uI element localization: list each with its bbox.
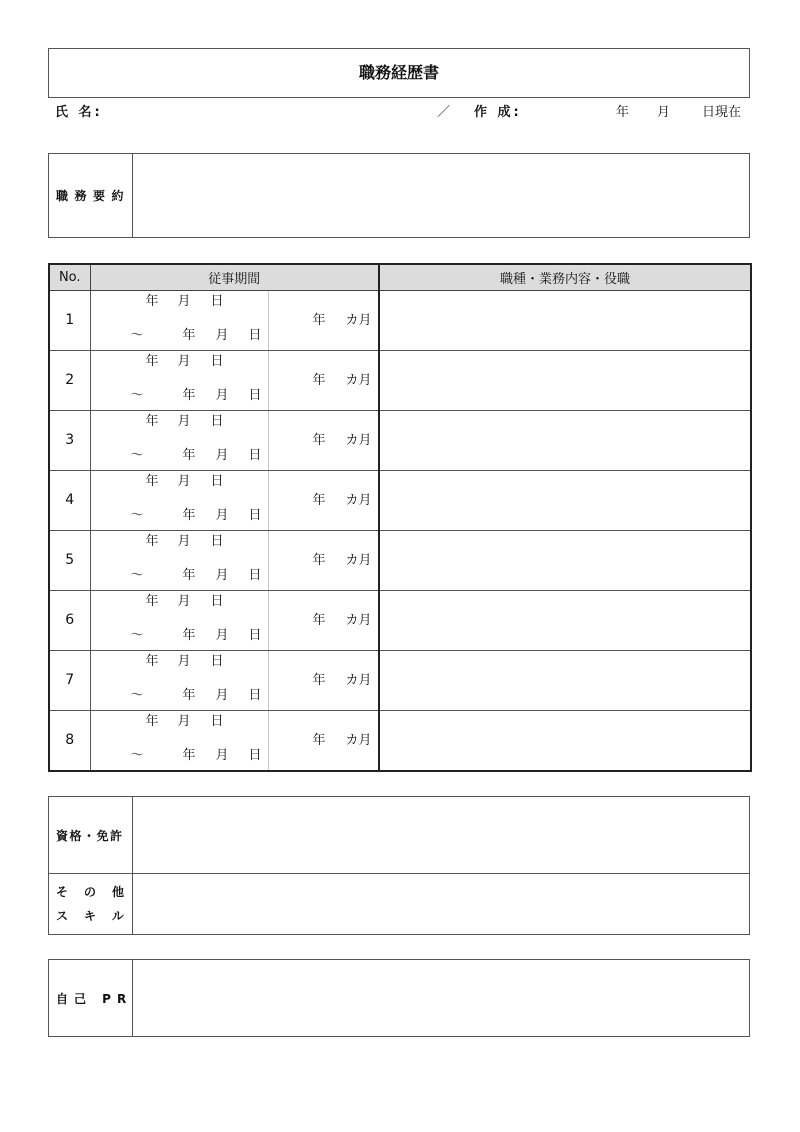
- end-day-label: 日: [248, 627, 262, 643]
- period-duration-cell: [268, 290, 379, 350]
- other-skills-label-line2: スキル: [56, 909, 140, 923]
- range-mark: ～: [130, 747, 144, 763]
- end-month-label: 月: [215, 687, 229, 703]
- start-day-label: 日: [210, 713, 224, 729]
- duration-year-label: 年: [312, 492, 326, 508]
- period-dates-cell: [90, 290, 268, 350]
- start-year-label: 年: [145, 413, 159, 429]
- other-skills-field: [133, 874, 749, 934]
- career-row: [49, 350, 751, 410]
- end-year-label: 年: [182, 687, 196, 703]
- qualifications-label: 資格・免許: [49, 797, 133, 874]
- end-month-label: 月: [215, 387, 229, 403]
- end-year-label: 年: [182, 387, 196, 403]
- end-year-label: 年: [182, 327, 196, 343]
- qualifications-field: [133, 797, 749, 874]
- end-year-label: 年: [182, 567, 196, 583]
- range-mark: ～: [130, 687, 144, 703]
- job-summary-section: [48, 153, 750, 238]
- separator-slash: ／: [437, 105, 451, 120]
- start-day-label: 日: [210, 353, 224, 369]
- job-details-cell: [379, 710, 751, 771]
- job-details-cell: [379, 530, 751, 590]
- duration-month-label: カ月: [345, 312, 372, 328]
- job-details-cell: [379, 470, 751, 530]
- start-day-label: 日: [210, 533, 224, 549]
- start-day-label: 日: [210, 653, 224, 669]
- duration-month-label: カ月: [345, 372, 372, 388]
- start-month-label: 月: [177, 713, 191, 729]
- start-month-label: 月: [177, 653, 191, 669]
- end-day-label: 日: [248, 507, 262, 523]
- header-details: 職種・業務内容・役職: [379, 264, 751, 290]
- career-row: [49, 710, 751, 771]
- row-number: 4: [65, 491, 75, 508]
- range-mark: ～: [130, 387, 144, 403]
- start-day-label: 日: [210, 293, 224, 309]
- career-table: [48, 263, 752, 772]
- period-dates-cell: [90, 530, 268, 590]
- start-year-label: 年: [145, 473, 159, 489]
- career-row: [49, 590, 751, 650]
- name-label: 氏 名:: [55, 105, 103, 120]
- period-dates-cell: [90, 470, 268, 530]
- end-day-label: 日: [248, 447, 262, 463]
- period-duration-cell: [268, 410, 379, 470]
- duration-month-label: カ月: [345, 612, 372, 628]
- duration-year-label: 年: [312, 732, 326, 748]
- end-year-label: 年: [182, 747, 196, 763]
- row-number-cell: [49, 470, 90, 530]
- end-month-label: 月: [215, 567, 229, 583]
- period-dates-cell: [90, 650, 268, 710]
- end-day-label: 日: [248, 747, 262, 763]
- qualifications-skills-section: [48, 796, 750, 935]
- document-title: 職務経歴書: [48, 48, 750, 98]
- row-number: 2: [65, 371, 75, 388]
- period-duration-cell: [268, 710, 379, 771]
- career-row: [49, 530, 751, 590]
- duration-year-label: 年: [312, 552, 326, 568]
- duration-year-label: 年: [312, 372, 326, 388]
- end-year-label: 年: [182, 627, 196, 643]
- header-period: 従事期間: [90, 264, 379, 290]
- duration-month-label: カ月: [345, 672, 372, 688]
- duration-month-label: カ月: [345, 732, 372, 748]
- career-row: [49, 410, 751, 470]
- range-mark: ～: [130, 327, 144, 343]
- end-day-label: 日: [248, 387, 262, 403]
- period-duration-cell: [268, 350, 379, 410]
- self-pr-field: [133, 960, 749, 1036]
- end-month-label: 月: [215, 627, 229, 643]
- job-summary-label: 職務要約: [49, 154, 133, 237]
- self-pr-label: 自己 PR: [49, 960, 133, 1036]
- start-day-label: 日: [210, 593, 224, 609]
- end-month-label: 月: [215, 507, 229, 523]
- career-table-body: [49, 290, 751, 771]
- created-year-label: 年: [616, 105, 630, 120]
- career-row: [49, 290, 751, 350]
- created-day-present-label: 日現在: [702, 105, 742, 120]
- period-dates-cell: [90, 410, 268, 470]
- start-year-label: 年: [145, 713, 159, 729]
- row-number-cell: [49, 350, 90, 410]
- job-details-cell: [379, 590, 751, 650]
- career-table-header: [49, 264, 751, 290]
- end-month-label: 月: [215, 327, 229, 343]
- row-number: 7: [65, 671, 75, 688]
- start-year-label: 年: [145, 533, 159, 549]
- job-details-cell: [379, 290, 751, 350]
- period-dates-cell: [90, 710, 268, 771]
- start-year-label: 年: [145, 293, 159, 309]
- end-day-label: 日: [248, 327, 262, 343]
- start-year-label: 年: [145, 353, 159, 369]
- row-number: 1: [65, 311, 75, 328]
- career-row: [49, 650, 751, 710]
- duration-year-label: 年: [312, 312, 326, 328]
- created-label: 作 成:: [474, 105, 522, 120]
- duration-year-label: 年: [312, 612, 326, 628]
- range-mark: ～: [130, 447, 144, 463]
- start-day-label: 日: [210, 473, 224, 489]
- row-number: 6: [65, 611, 75, 628]
- period-dates-cell: [90, 590, 268, 650]
- period-duration-cell: [268, 530, 379, 590]
- end-year-label: 年: [182, 447, 196, 463]
- range-mark: ～: [130, 627, 144, 643]
- job-details-cell: [379, 410, 751, 470]
- start-month-label: 月: [177, 473, 191, 489]
- end-day-label: 日: [248, 567, 262, 583]
- range-mark: ～: [130, 507, 144, 523]
- duration-year-label: 年: [312, 432, 326, 448]
- job-details-cell: [379, 350, 751, 410]
- row-number-cell: [49, 650, 90, 710]
- period-duration-cell: [268, 470, 379, 530]
- start-month-label: 月: [177, 413, 191, 429]
- row-number-cell: [49, 290, 90, 350]
- header-no: No.: [49, 264, 90, 290]
- period-duration-cell: [268, 650, 379, 710]
- created-month-label: 月: [657, 105, 671, 120]
- row-number: 3: [65, 431, 75, 448]
- duration-month-label: カ月: [345, 552, 372, 568]
- end-month-label: 月: [215, 447, 229, 463]
- job-summary-field: [133, 154, 749, 237]
- duration-year-label: 年: [312, 672, 326, 688]
- start-month-label: 月: [177, 353, 191, 369]
- period-duration-cell: [268, 590, 379, 650]
- end-day-label: 日: [248, 687, 262, 703]
- row-number-cell: [49, 710, 90, 771]
- end-month-label: 月: [215, 747, 229, 763]
- row-number-cell: [49, 410, 90, 470]
- row-number-cell: [49, 590, 90, 650]
- other-skills-label-line1: その他: [56, 885, 141, 899]
- period-dates-cell: [90, 350, 268, 410]
- start-day-label: 日: [210, 413, 224, 429]
- end-year-label: 年: [182, 507, 196, 523]
- row-number-cell: [49, 530, 90, 590]
- start-month-label: 月: [177, 533, 191, 549]
- other-skills-label: [49, 874, 141, 934]
- job-details-cell: [379, 650, 751, 710]
- start-month-label: 月: [177, 293, 191, 309]
- duration-month-label: カ月: [345, 492, 372, 508]
- self-pr-section: [48, 959, 750, 1037]
- range-mark: ～: [130, 567, 144, 583]
- row-number: 5: [65, 551, 75, 568]
- row-number: 8: [65, 731, 75, 748]
- career-row: [49, 470, 751, 530]
- duration-month-label: カ月: [345, 432, 372, 448]
- start-month-label: 月: [177, 593, 191, 609]
- start-year-label: 年: [145, 653, 159, 669]
- start-year-label: 年: [145, 593, 159, 609]
